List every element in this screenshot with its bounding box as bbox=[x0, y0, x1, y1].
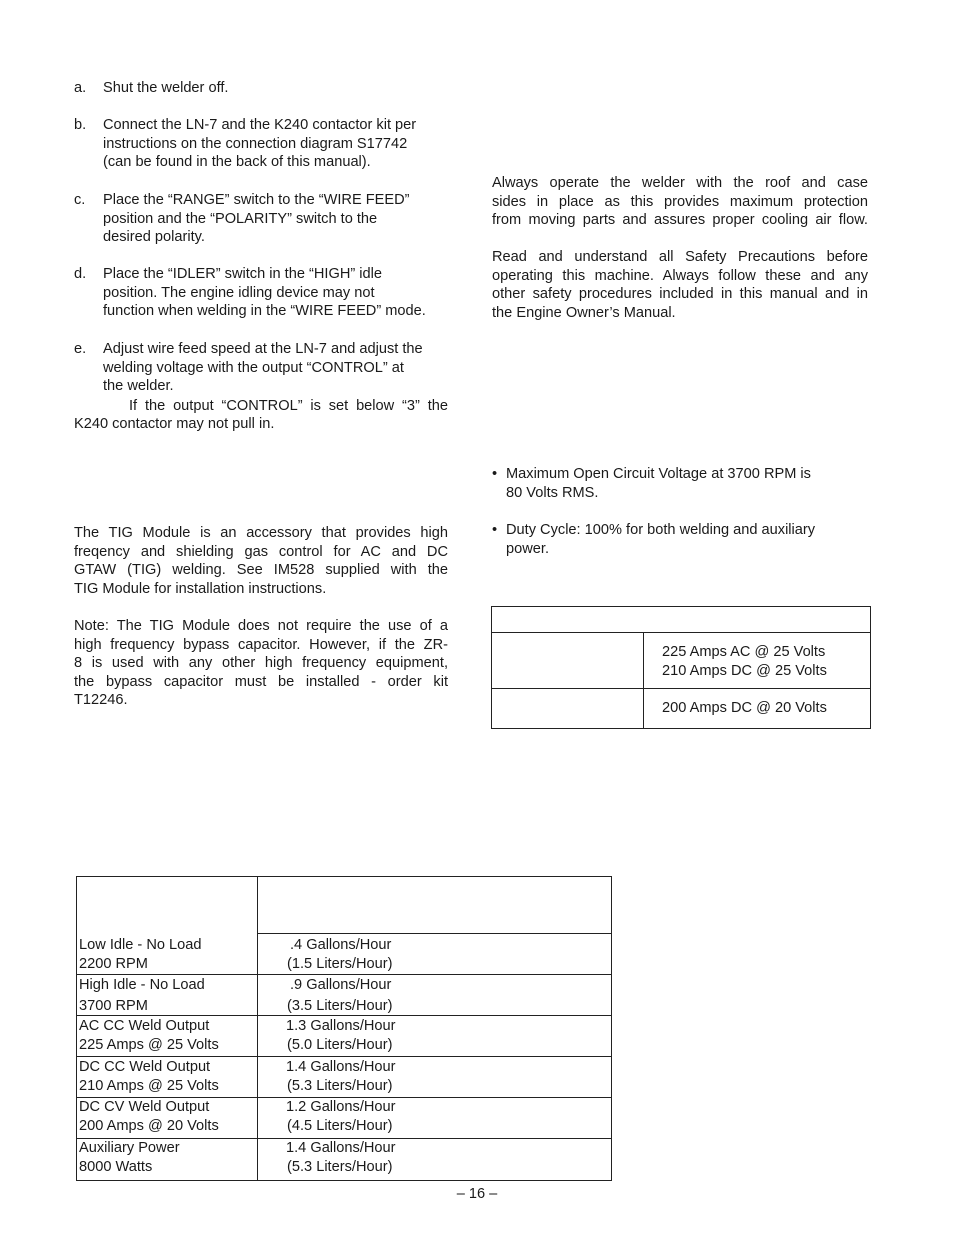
page-number: – 16 – bbox=[456, 1186, 498, 1202]
step-text-line: the welder. bbox=[103, 378, 174, 395]
step-text-line: Shut the welder off. bbox=[103, 80, 229, 96]
rated-output-value: 200 Amps DC @ 20 Volts bbox=[662, 700, 827, 716]
step-text-line: instructions on the connection diagram S17742 bbox=[103, 135, 408, 152]
consumption-cell bbox=[286, 1139, 396, 1176]
bullet-symbol: • bbox=[492, 466, 498, 482]
consumption-line: .4 Gallons/Hour bbox=[290, 937, 392, 953]
table-divider bbox=[258, 933, 611, 934]
condition-cell bbox=[79, 1058, 219, 1095]
condition-line: 8000 Watts bbox=[79, 1158, 153, 1175]
consumption-line: 1.2 Gallons/Hour bbox=[286, 1099, 396, 1115]
step-letter: c. bbox=[74, 192, 86, 208]
condition-cell bbox=[79, 1139, 180, 1176]
table-row bbox=[77, 936, 611, 976]
table-divider bbox=[643, 632, 644, 728]
step-a bbox=[74, 79, 448, 98]
consumption-line: (3.5 Liters/Hour) bbox=[287, 997, 393, 1014]
consumption-line: (1.5 Liters/Hour) bbox=[287, 955, 393, 972]
paragraph-line: Note: The TIG Module does not require the use of a bbox=[74, 618, 448, 634]
condition-line: 210 Amps @ 25 Volts bbox=[79, 1077, 219, 1094]
condition-line: DC CV Weld Output bbox=[79, 1099, 210, 1115]
rated-output-cell bbox=[662, 643, 827, 680]
paragraph-line: T12246. bbox=[74, 692, 128, 709]
condition-line: 2200 RPM bbox=[79, 955, 148, 972]
paragraph-line: GTAW (TIG) welding. See IM528 supplied with the bbox=[74, 562, 448, 579]
step-e-note-line: K240 contactor may not pull in. bbox=[74, 416, 275, 432]
fuel-consumption-table bbox=[76, 876, 612, 1181]
consumption-line: (5.3 Liters/Hour) bbox=[287, 1158, 393, 1175]
consumption-line: 1.4 Gallons/Hour bbox=[286, 1140, 396, 1156]
condition-line: 200 Amps @ 20 Volts bbox=[79, 1117, 219, 1134]
rated-output-value: 225 Amps AC @ 25 Volts bbox=[662, 644, 826, 660]
condition-line: DC CC Weld Output bbox=[79, 1059, 211, 1075]
paragraph-line: sides in place as this provides maximum protection bbox=[492, 193, 868, 210]
consumption-line: (5.0 Liters/Hour) bbox=[287, 1036, 393, 1053]
step-letter: b. bbox=[74, 117, 87, 133]
condition-line: 3700 RPM bbox=[79, 997, 148, 1014]
consumption-line: (4.5 Liters/Hour) bbox=[287, 1117, 393, 1134]
paragraph-line: operating this machine. Always follow these and any bbox=[492, 267, 868, 284]
consumption-cell bbox=[287, 936, 392, 973]
bullet-text-line: Maximum Open Circuit Voltage at 3700 RPM is bbox=[506, 466, 811, 482]
consumption-line: (5.3 Liters/Hour) bbox=[287, 1077, 393, 1094]
table-divider bbox=[492, 632, 870, 633]
table-row bbox=[77, 1139, 611, 1179]
step-b bbox=[74, 116, 448, 172]
table-row bbox=[77, 976, 611, 1016]
bullet-symbol: • bbox=[492, 522, 498, 538]
safety-paragraph-precautions bbox=[492, 248, 868, 322]
step-text-line: desired polarity. bbox=[103, 229, 205, 246]
step-letter: d. bbox=[74, 266, 87, 282]
step-text-line: Adjust wire feed speed at the LN-7 and adjust the bbox=[103, 341, 423, 357]
safety-paragraph-operation bbox=[492, 174, 868, 230]
condition-line: High Idle - No Load bbox=[79, 977, 205, 993]
step-text-line: function when welding in the “WIRE FEED” mode. bbox=[103, 303, 426, 320]
paragraph-line: 8 is used with any other high frequency equipment, bbox=[74, 655, 448, 672]
step-text-line: Place the “IDLER” switch in the “HIGH” idle bbox=[103, 266, 382, 282]
bullet-text-line: power. bbox=[506, 540, 549, 557]
paragraph-line: from moving parts and assures proper cooling air flow. bbox=[492, 212, 868, 229]
paragraph-line: other safety procedures included in this manual and in bbox=[492, 286, 868, 303]
paragraph-line: the bypass capacitor must be installed - order kit bbox=[74, 673, 448, 690]
condition-line: AC CC Weld Output bbox=[79, 1018, 210, 1034]
step-text-line: welding voltage with the output “CONTROL” at bbox=[103, 359, 404, 376]
consumption-line: 1.3 Gallons/Hour bbox=[286, 1018, 396, 1034]
bullet-duty-cycle bbox=[492, 521, 852, 558]
condition-cell bbox=[79, 1098, 219, 1135]
condition-cell bbox=[79, 976, 205, 1015]
consumption-line: .9 Gallons/Hour bbox=[290, 977, 392, 993]
table-row bbox=[77, 1017, 611, 1057]
step-e bbox=[74, 340, 448, 396]
step-letter: a. bbox=[74, 80, 87, 96]
bullet-text-line: 80 Volts RMS. bbox=[506, 484, 599, 501]
bullet-text-line: Duty Cycle: 100% for both welding and auxiliary bbox=[506, 522, 816, 538]
condition-cell bbox=[79, 1017, 219, 1054]
paragraph-line: freqency and shielding gas control for AC and DC bbox=[74, 543, 448, 560]
paragraph-line: high frequency bypass capacitor. However, if the ZR- bbox=[74, 636, 448, 653]
condition-line: Auxiliary Power bbox=[79, 1140, 180, 1156]
rated-output-cell bbox=[662, 699, 827, 718]
paragraph-line: Always operate the welder with the roof and case bbox=[492, 175, 868, 191]
bullet-open-circuit-voltage bbox=[492, 465, 852, 502]
consumption-cell bbox=[286, 1098, 396, 1135]
paragraph-line: Read and understand all Safety Precautions before bbox=[492, 249, 868, 265]
consumption-line: 1.4 Gallons/Hour bbox=[286, 1059, 396, 1075]
bypass-capacitor-note bbox=[74, 617, 448, 710]
condition-cell bbox=[79, 936, 202, 973]
step-e-note-line: If the output “CONTROL” is set below “3” the bbox=[129, 398, 448, 414]
paragraph-line: TIG Module for installation instructions. bbox=[74, 580, 327, 597]
consumption-cell bbox=[286, 1017, 396, 1054]
paragraph-line: The TIG Module is an accessory that provides high bbox=[74, 525, 448, 541]
consumption-cell bbox=[287, 976, 392, 1015]
tig-module-paragraph bbox=[74, 524, 448, 598]
condition-line: 225 Amps @ 25 Volts bbox=[79, 1036, 219, 1053]
step-text-line: Place the “RANGE” switch to the “WIRE FEED” bbox=[103, 192, 410, 208]
rated-output-table bbox=[491, 606, 871, 729]
step-text-line: position and the “POLARITY” switch to the bbox=[103, 210, 378, 227]
condition-line: Low Idle - No Load bbox=[79, 937, 202, 953]
step-text-line: position. The engine idling device may not bbox=[103, 284, 375, 301]
paragraph-line: the Engine Owner’s Manual. bbox=[492, 304, 676, 321]
step-d bbox=[74, 265, 448, 321]
step-c bbox=[74, 191, 448, 247]
rated-output-value: 210 Amps DC @ 25 Volts bbox=[662, 662, 827, 679]
table-divider bbox=[492, 688, 870, 689]
table-row bbox=[77, 1098, 611, 1138]
step-letter: e. bbox=[74, 341, 87, 357]
step-text-line: (can be found in the back of this manual). bbox=[103, 154, 371, 171]
table-row bbox=[77, 1058, 611, 1098]
step-text-line: Connect the LN-7 and the K240 contactor kit per bbox=[103, 117, 417, 133]
consumption-cell bbox=[286, 1058, 396, 1095]
